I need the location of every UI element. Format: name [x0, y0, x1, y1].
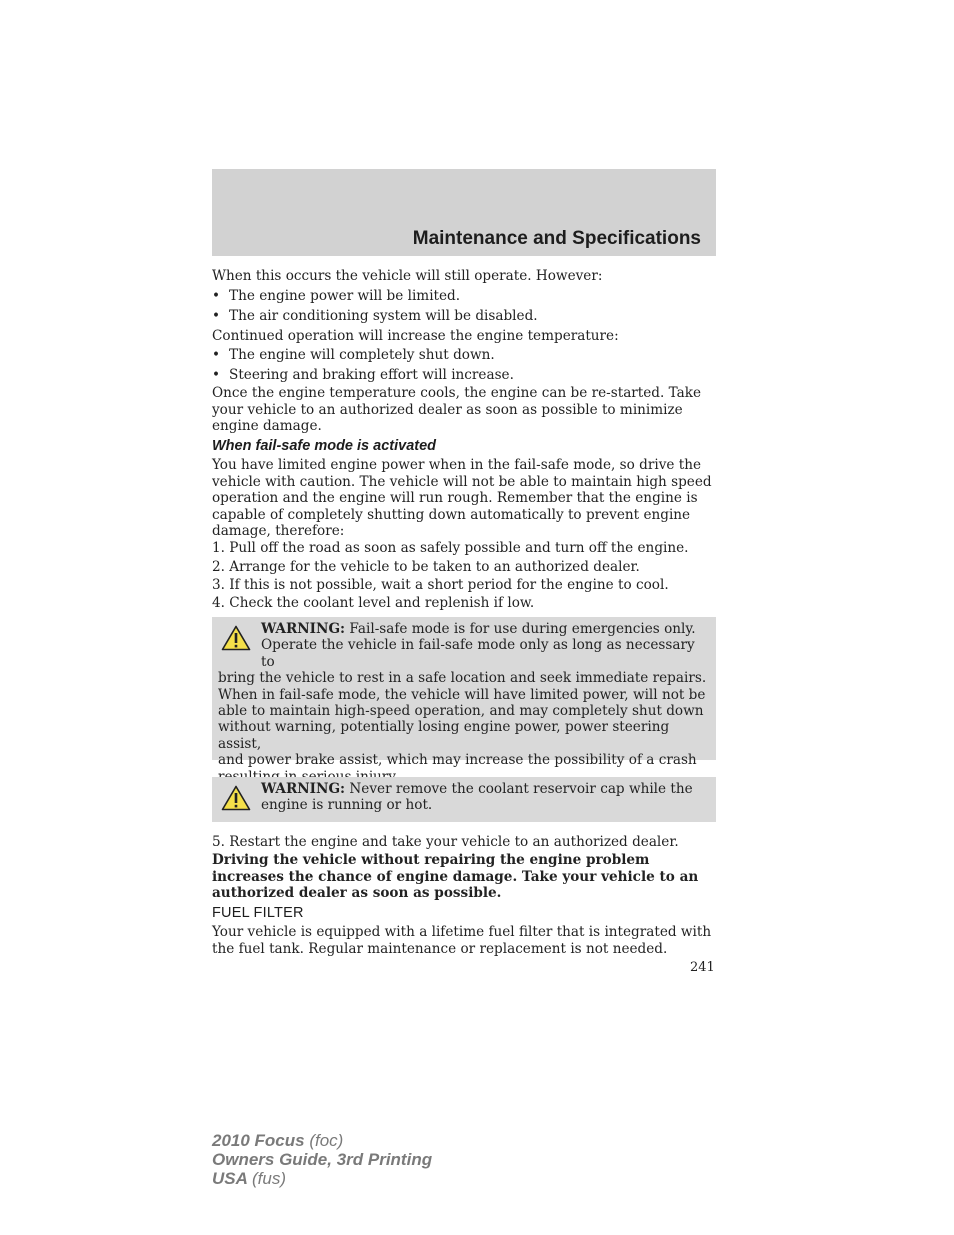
footer-model: 2010 Focus [212, 1131, 305, 1150]
list-item-text: Steering and braking effort will increase. [229, 367, 514, 383]
list-item-text: The engine will completely shut down. [229, 347, 495, 363]
intro-text: When this occurs the vehicle will still operate. However: [212, 268, 603, 284]
text-line: the fuel tank. Regular maintenance or replacement is not needed. [212, 940, 668, 957]
warning-text [218, 781, 710, 814]
page-number: 241 [690, 960, 715, 975]
text-line: damage, therefore: [212, 523, 345, 539]
footer-guide: Owners Guide, 3rd Printing [212, 1150, 433, 1169]
footer-region: USA [212, 1169, 248, 1188]
section-title: Maintenance and Specifications [412, 228, 701, 249]
list-item-text: The air conditioning system will be disabled. [229, 308, 538, 324]
text-line: Your vehicle is equipped with a lifetime fuel filter that is integrated with [212, 924, 712, 940]
text-line: bring the vehicle to rest in a safe location and seek immediate repairs. [218, 670, 707, 687]
continued-text: Continued operation will increase the engine temperature: [212, 328, 619, 344]
text-line: able to maintain high-speed operation, and may completely shut down [218, 703, 704, 720]
text-line: vehicle with caution. The vehicle will not be able to maintain high speed [212, 473, 712, 490]
text-line: and power brake assist, which may increase the possibility of a crash [218, 752, 697, 769]
warning-label: WARNING: [261, 781, 346, 797]
text-line: Fail-safe mode is for use during emergencies only. [349, 621, 696, 637]
failsafe-heading: When fail-safe mode is activated [212, 438, 437, 454]
text-line: Operate the vehicle in fail-safe mode only as long as necessary to [261, 637, 695, 670]
failsafe-paragraph [212, 457, 716, 540]
text-line: increases the chance of engine damage. Take your vehicle to an [212, 868, 699, 885]
warning-box-failsafe [212, 617, 716, 769]
fuel-filter-heading: FUEL FILTER [212, 905, 304, 921]
text-line: capable of completely shutting down automatically to prevent engine [212, 506, 691, 523]
text-line: You have limited engine power when in the fail-safe mode, so drive the [212, 457, 701, 473]
fuel-filter-paragraph [212, 924, 716, 957]
text-line: Once the engine temperature cools, the engine can be re-started. Take [212, 385, 702, 401]
warning-box-coolant [212, 777, 716, 822]
list-item: • The engine power will be limited. [212, 288, 461, 304]
text-line: When in fail-safe mode, the vehicle will have limited power, will not be [218, 686, 706, 703]
footer-model-code: (foc) [309, 1131, 344, 1150]
text-line: your vehicle to an authorized dealer as soon as possible to minimize [212, 401, 683, 418]
bold-notice [212, 852, 716, 902]
step-item: 2. Arrange for the vehicle to be taken to an authorized dealer. [212, 559, 640, 575]
text-line: engine damage. [212, 418, 322, 434]
list-item-text: The engine power will be limited. [229, 288, 461, 304]
cooled-paragraph [212, 385, 716, 435]
warning-text [218, 621, 710, 785]
text-line: without warning, potentially losing engine power, power steering assist, [218, 719, 670, 752]
list-item: • Steering and braking effort will increase. [212, 367, 514, 383]
text-line: engine is running or hot. [261, 797, 433, 814]
text-line: authorized dealer as soon as possible. [212, 885, 502, 901]
footer-imprint [212, 1131, 432, 1188]
step-item: 3. If this is not possible, wait a short period for the engine to cool. [212, 577, 669, 593]
list-item: • The engine will completely shut down. [212, 347, 495, 363]
section-header-band [212, 169, 716, 256]
text-line: Never remove the coolant reservoir cap while the [349, 781, 693, 797]
step-item: 5. Restart the engine and take your vehicle to an authorized dealer. [212, 834, 679, 850]
step-item: 1. Pull off the road as soon as safely possible and turn off the engine. [212, 540, 689, 556]
warning-label: WARNING: [261, 621, 346, 637]
text-line: Driving the vehicle without repairing the engine problem [212, 852, 650, 868]
footer-region-code: (fus) [252, 1169, 286, 1188]
step-item: 4. Check the coolant level and replenish if low. [212, 595, 535, 611]
text-line: operation and the engine will run rough. Remember that the engine is [212, 490, 698, 506]
list-item: • The air conditioning system will be disabled. [212, 308, 538, 324]
